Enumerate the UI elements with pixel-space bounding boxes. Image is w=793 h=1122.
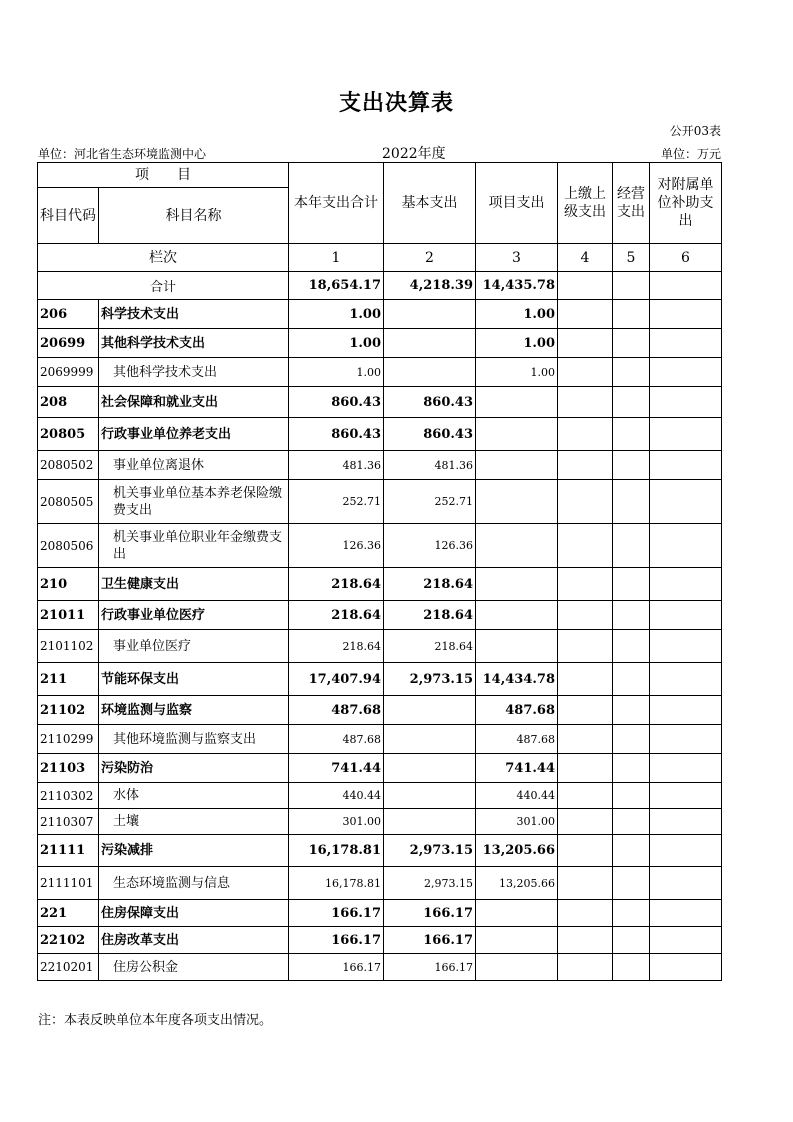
table-row [38, 451, 722, 480]
header-item: 项 目 [38, 163, 289, 188]
row-basic: 166.17 [384, 954, 476, 981]
row-project [476, 601, 558, 630]
row-total: 860.43 [289, 418, 384, 451]
row-upper [558, 867, 613, 900]
row-upper [558, 954, 613, 981]
row-business [613, 601, 650, 630]
row-business [613, 754, 650, 783]
row-total: 301.00 [289, 809, 384, 835]
row-subsidy [650, 754, 722, 783]
row-subsidy [650, 663, 722, 696]
header-row-no-label: 栏次 [38, 244, 289, 272]
table-row [38, 783, 722, 809]
row-upper [558, 451, 613, 480]
table-row [38, 480, 722, 524]
row-subsidy [650, 524, 722, 568]
row-project: 440.44 [476, 783, 558, 809]
row-code: 2069999 [38, 358, 99, 387]
row-upper [558, 358, 613, 387]
fiscal-year: 2022年度 [382, 146, 446, 162]
row-code: 21011 [38, 601, 99, 630]
header-col-2: 2 [384, 244, 476, 272]
row-subsidy [650, 927, 722, 954]
row-subsidy [650, 480, 722, 524]
row-project: 1.00 [476, 358, 558, 387]
row-basic: 218.64 [384, 630, 476, 663]
row-subsidy [650, 630, 722, 663]
row-subsidy [650, 387, 722, 418]
table-row [38, 867, 722, 900]
row-business [613, 568, 650, 601]
row-upper [558, 663, 613, 696]
table-body [38, 300, 722, 981]
row-business [613, 954, 650, 981]
table-row [38, 358, 722, 387]
row-code: 2110299 [38, 725, 99, 754]
row-basic: 860.43 [384, 387, 476, 418]
table-row [38, 754, 722, 783]
header-name: 科目名称 [99, 188, 289, 244]
row-business [613, 451, 650, 480]
total-basic: 4,218.39 [384, 272, 476, 300]
row-total: 16,178.81 [289, 835, 384, 867]
row-subsidy [650, 418, 722, 451]
table-row [38, 418, 722, 451]
row-business [613, 927, 650, 954]
row-upper [558, 524, 613, 568]
header-project: 项目支出 [476, 163, 558, 244]
row-subsidy [650, 696, 722, 725]
row-project [476, 524, 558, 568]
row-total: 860.43 [289, 387, 384, 418]
row-business [613, 418, 650, 451]
row-subsidy [650, 601, 722, 630]
row-upper [558, 900, 613, 927]
row-basic: 252.71 [384, 480, 476, 524]
row-project [476, 630, 558, 663]
total-amount: 18,654.17 [289, 272, 384, 300]
row-upper [558, 927, 613, 954]
row-business [613, 630, 650, 663]
row-business [613, 783, 650, 809]
row-name: 住房保障支出 [99, 900, 289, 927]
row-basic: 860.43 [384, 418, 476, 451]
row-code: 211 [38, 663, 99, 696]
row-subsidy [650, 451, 722, 480]
table-row [38, 630, 722, 663]
row-basic: 2,973.15 [384, 663, 476, 696]
row-total: 166.17 [289, 954, 384, 981]
row-code: 206 [38, 300, 99, 329]
row-name: 其他科学技术支出 [99, 358, 289, 387]
header-col-1: 1 [289, 244, 384, 272]
row-code: 20699 [38, 329, 99, 358]
header-col-5: 5 [613, 244, 650, 272]
row-basic: 481.36 [384, 451, 476, 480]
row-business [613, 387, 650, 418]
row-business [613, 900, 650, 927]
row-name: 土壤 [99, 809, 289, 835]
row-name: 环境监测与监察 [99, 696, 289, 725]
expenditure-table [37, 162, 722, 981]
row-project: 1.00 [476, 300, 558, 329]
row-subsidy [650, 835, 722, 867]
table-row [38, 387, 722, 418]
row-basic: 2,973.15 [384, 835, 476, 867]
total-label: 合计 [38, 272, 289, 300]
row-name: 其他科学技术支出 [99, 329, 289, 358]
row-name: 生态环境监测与信息 [99, 867, 289, 900]
row-total: 166.17 [289, 927, 384, 954]
row-project [476, 568, 558, 601]
row-code: 210 [38, 568, 99, 601]
row-project: 13,205.66 [476, 835, 558, 867]
row-code: 21111 [38, 835, 99, 867]
table-row [38, 663, 722, 696]
table-row [38, 300, 722, 329]
row-total: 440.44 [289, 783, 384, 809]
row-basic [384, 809, 476, 835]
row-upper [558, 630, 613, 663]
row-business [613, 329, 650, 358]
row-project: 301.00 [476, 809, 558, 835]
row-business [613, 696, 650, 725]
table-row [38, 329, 722, 358]
row-business [613, 663, 650, 696]
row-name: 住房公积金 [99, 954, 289, 981]
row-basic: 126.36 [384, 524, 476, 568]
row-total: 1.00 [289, 329, 384, 358]
row-upper [558, 387, 613, 418]
row-name: 机关事业单位职业年金缴费支出 [99, 524, 289, 568]
header-subsidy: 对附属单位补助支出 [650, 163, 722, 244]
header-col-6: 6 [650, 244, 722, 272]
row-total: 1.00 [289, 300, 384, 329]
header-basic: 基本支出 [384, 163, 476, 244]
total-row [38, 272, 722, 300]
row-basic [384, 358, 476, 387]
row-total: 252.71 [289, 480, 384, 524]
row-basic [384, 783, 476, 809]
table-row [38, 725, 722, 754]
row-subsidy [650, 954, 722, 981]
table-row [38, 927, 722, 954]
row-basic [384, 725, 476, 754]
row-code: 21102 [38, 696, 99, 725]
row-business [613, 358, 650, 387]
row-subsidy [650, 867, 722, 900]
row-upper [558, 835, 613, 867]
row-project: 1.00 [476, 329, 558, 358]
header-col-4: 4 [558, 244, 613, 272]
table-row [38, 835, 722, 867]
row-subsidy [650, 329, 722, 358]
row-code: 2110302 [38, 783, 99, 809]
reporting-unit: 单位：河北省生态环境监测中心 [38, 147, 207, 161]
row-code: 221 [38, 900, 99, 927]
row-upper [558, 329, 613, 358]
row-upper [558, 300, 613, 329]
row-code: 2110307 [38, 809, 99, 835]
row-code: 2080505 [38, 480, 99, 524]
row-total: 487.68 [289, 696, 384, 725]
row-business [613, 809, 650, 835]
header-business: 经营支出 [613, 163, 650, 244]
row-project [476, 480, 558, 524]
row-code: 21103 [38, 754, 99, 783]
row-subsidy [650, 358, 722, 387]
row-subsidy [650, 809, 722, 835]
row-project: 487.68 [476, 696, 558, 725]
row-name: 行政事业单位医疗 [99, 601, 289, 630]
row-project [476, 451, 558, 480]
row-upper [558, 418, 613, 451]
row-total: 218.64 [289, 630, 384, 663]
header-upper: 上缴上级支出 [558, 163, 613, 244]
row-name: 机关事业单位基本养老保险缴费支出 [99, 480, 289, 524]
row-name: 科学技术支出 [99, 300, 289, 329]
row-total: 481.36 [289, 451, 384, 480]
page-title: 支出决算表 [338, 90, 454, 116]
row-upper [558, 568, 613, 601]
row-business [613, 480, 650, 524]
row-upper [558, 783, 613, 809]
currency-unit: 单位：万元 [660, 147, 721, 161]
total-business [613, 272, 650, 300]
row-project: 14,434.78 [476, 663, 558, 696]
row-name: 卫生健康支出 [99, 568, 289, 601]
table-row [38, 900, 722, 927]
row-code: 2111101 [38, 867, 99, 900]
row-project [476, 418, 558, 451]
row-basic [384, 300, 476, 329]
row-total: 16,178.81 [289, 867, 384, 900]
row-business [613, 867, 650, 900]
row-project [476, 900, 558, 927]
row-total: 218.64 [289, 601, 384, 630]
header-code: 科目代码 [38, 188, 99, 244]
row-business [613, 524, 650, 568]
row-subsidy [650, 300, 722, 329]
row-project: 487.68 [476, 725, 558, 754]
row-total: 218.64 [289, 568, 384, 601]
table-header [38, 163, 722, 300]
row-basic [384, 754, 476, 783]
row-code: 208 [38, 387, 99, 418]
row-project [476, 954, 558, 981]
row-code: 2210201 [38, 954, 99, 981]
row-basic: 166.17 [384, 927, 476, 954]
form-number: 公开03表 [669, 124, 721, 138]
row-basic: 2,973.15 [384, 867, 476, 900]
row-total: 487.68 [289, 725, 384, 754]
row-total: 17,407.94 [289, 663, 384, 696]
row-name: 事业单位医疗 [99, 630, 289, 663]
row-project: 13,205.66 [476, 867, 558, 900]
row-basic: 218.64 [384, 601, 476, 630]
table-row [38, 568, 722, 601]
row-code: 20805 [38, 418, 99, 451]
row-upper [558, 601, 613, 630]
total-subsidy [650, 272, 722, 300]
row-project [476, 927, 558, 954]
row-total: 126.36 [289, 524, 384, 568]
row-basic [384, 329, 476, 358]
row-code: 2080502 [38, 451, 99, 480]
row-name: 污染防治 [99, 754, 289, 783]
row-subsidy [650, 725, 722, 754]
table-row [38, 954, 722, 981]
row-name: 社会保障和就业支出 [99, 387, 289, 418]
row-name: 水体 [99, 783, 289, 809]
row-upper [558, 696, 613, 725]
row-code: 22102 [38, 927, 99, 954]
row-project: 741.44 [476, 754, 558, 783]
header-total: 本年支出合计 [289, 163, 384, 244]
row-code: 2101102 [38, 630, 99, 663]
row-upper [558, 480, 613, 524]
row-name: 住房改革支出 [99, 927, 289, 954]
footnote: 注：本表反映单位本年度各项支出情况。 [38, 1013, 273, 1028]
row-subsidy [650, 568, 722, 601]
total-project: 14,435.78 [476, 272, 558, 300]
row-total: 1.00 [289, 358, 384, 387]
table-row [38, 601, 722, 630]
row-subsidy [650, 783, 722, 809]
row-subsidy [650, 900, 722, 927]
row-upper [558, 809, 613, 835]
table-row [38, 809, 722, 835]
row-name: 其他环境监测与监察支出 [99, 725, 289, 754]
row-upper [558, 754, 613, 783]
row-name: 污染减排 [99, 835, 289, 867]
row-basic: 218.64 [384, 568, 476, 601]
header-col-3: 3 [476, 244, 558, 272]
table-row [38, 696, 722, 725]
row-total: 741.44 [289, 754, 384, 783]
row-basic [384, 696, 476, 725]
row-upper [558, 725, 613, 754]
row-business [613, 725, 650, 754]
table-row [38, 524, 722, 568]
row-code: 2080506 [38, 524, 99, 568]
row-business [613, 835, 650, 867]
row-total: 166.17 [289, 900, 384, 927]
row-project [476, 387, 558, 418]
row-name: 事业单位离退休 [99, 451, 289, 480]
row-business [613, 300, 650, 329]
total-upper [558, 272, 613, 300]
row-name: 行政事业单位养老支出 [99, 418, 289, 451]
row-basic: 166.17 [384, 900, 476, 927]
row-name: 节能环保支出 [99, 663, 289, 696]
